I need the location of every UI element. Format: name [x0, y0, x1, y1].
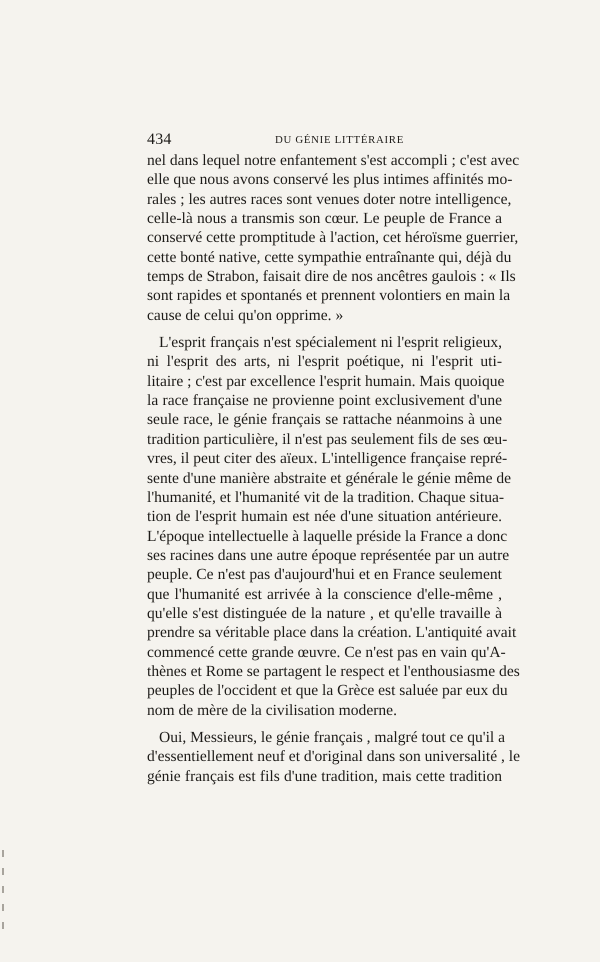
text-line: L'époque intellectuelle à laquelle préside la France a donc — [147, 527, 508, 545]
page-number: 434 — [147, 131, 172, 148]
text-line: la race française ne provienne point exclusivement d'une — [147, 392, 502, 410]
text-line: temps de Strabon, faisait dire de nos ancêtres gaulois : « Ils — [147, 268, 516, 286]
running-head: DU GÉNIE LITTÉRAIRE — [274, 134, 405, 146]
paragraph-2 — [147, 333, 520, 720]
text-line: l'humanité, et l'humanité vit de la tradition. Chaque situa- — [147, 488, 505, 506]
text-line: que l'humanité est arrivée à la conscience d'elle-même , — [147, 585, 502, 603]
text-line: celle-là nous a transmis son cœur. Le peuple de France a — [147, 210, 502, 228]
text-line: nel dans lequel notre enfantement s'est accompli ; c'est avec — [147, 152, 520, 169]
text-line: d'essentiellement neuf et d'original dans son universalité , le — [147, 748, 521, 766]
scan-mark — [2, 868, 4, 875]
scan-mark — [2, 922, 4, 929]
scan-mark — [2, 850, 4, 857]
scan-mark — [2, 904, 4, 911]
main-text — [147, 151, 521, 786]
text-line: litaire ; c'est par excellence l'esprit humain. Mais quoique — [147, 372, 505, 390]
paragraph-gap — [147, 720, 502, 728]
text-line: rales ; les autres races sont venues doter notre intelligence, — [147, 190, 512, 208]
paragraph-1 — [147, 151, 520, 325]
text-line: sont rapides et spontanés et prennent volontiers en main la — [147, 287, 511, 305]
text-line: thènes et Rome se partagent le respect et l'enthousiasme des — [147, 662, 520, 680]
text-line: prendre sa véritable place dans la création. L'antiquité avait — [147, 624, 517, 642]
text-line: vres, il peut citer des aïeux. L'intelligence française repré- — [147, 450, 508, 468]
text-line: génie français est fils d'une tradition, mais cette tradition — [147, 767, 502, 785]
text-line: seule race, le génie français se rattache néanmoins à une — [147, 411, 502, 429]
text-line: tion de l'esprit humain est née d'une situation antérieure. — [147, 508, 502, 526]
text-line: peuples de l'occident et que la Grèce est saluée par eux du — [147, 682, 508, 700]
paragraph-3 — [147, 728, 521, 786]
scan-mark — [2, 886, 4, 893]
text-line: sente d'une manière abstraite et générale le génie même de — [147, 469, 512, 487]
text-line: L'esprit français n'est spécialement ni l'esprit religieux, — [159, 334, 502, 352]
text-line: tradition particulière, il n'est pas seulement fils de ses œu- — [147, 430, 508, 448]
text-line: peuple. Ce n'est pas d'aujourd'hui et en France seulement — [147, 566, 502, 584]
text-line: nom de mère de la civilisation moderne. — [147, 701, 397, 719]
text-line: conservé cette promptitude à l'action, cet héroïsme guerrier, — [147, 229, 519, 247]
text-line: ni l'esprit des arts, ni l'esprit poétique, ni l'esprit uti- — [147, 353, 502, 371]
text-line: cette bonté native, cette sympathie entraînante qui, déjà du — [147, 248, 512, 266]
paragraph-gap — [147, 325, 502, 333]
text-line: qu'elle s'est distinguée de la nature , et qu'elle travaille à — [147, 604, 502, 622]
text-line: ses racines dans une autre époque représentée par un autre — [147, 546, 510, 564]
text-line: cause de celui qu'on opprime. » — [147, 306, 344, 324]
scan-edge-marks — [2, 850, 6, 936]
text-line: Oui, Messieurs, le génie français , malgré tout ce qu'il a — [159, 728, 506, 746]
text-line: commencé cette grande œuvre. Ce n'est pas en vain qu'A- — [147, 643, 506, 661]
page-header — [147, 130, 502, 150]
text-line: elle que nous avons conservé les plus intimes affinités mo- — [147, 171, 513, 189]
